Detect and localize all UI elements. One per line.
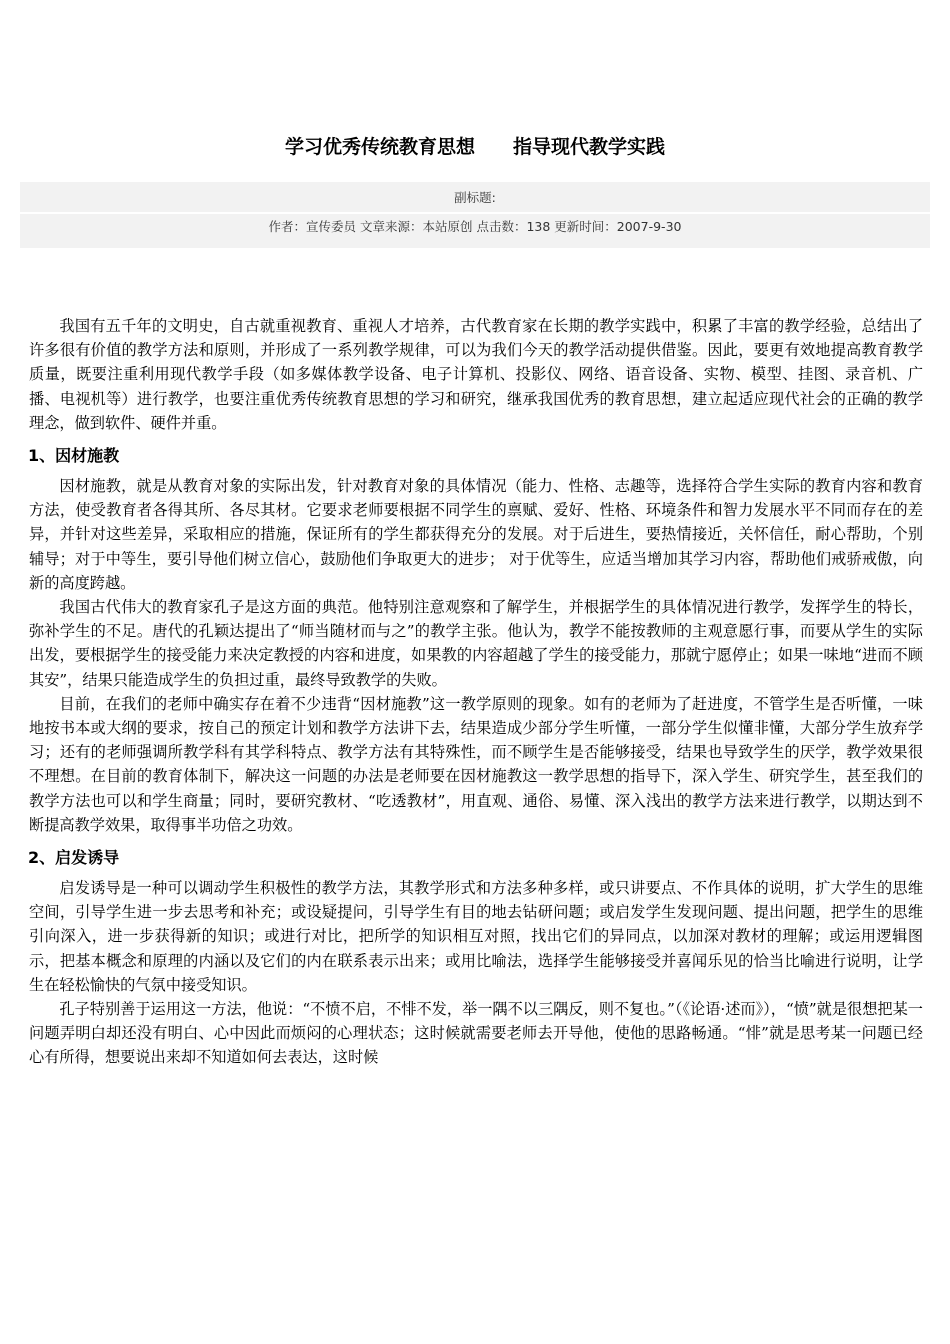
meta-line: 作者：宣传委员 文章来源：本站原创 点击数：138 更新时间：2007-9-30 <box>268 219 682 234</box>
article-meta-box <box>20 182 930 248</box>
article-title: 学习优秀传统教育思想 指导现代教学实践 <box>284 136 665 158</box>
paragraph: 因材施教，就是从教育对象的实际出发，针对教育对象的具体情况（能力、性格、志趣等，选择符合学生实际的教育内容和教育方法，使受教育者各得其所、各尽其材。它要求老师要根据不同学生的禀赋、爱好、性格、环境条件和智力发展水平不同而存在的差异，并针对这些差异，采取相应的措施，保证所有的学生都获得充分的发展。对于后进生，要热情接近，关怀信任，耐心帮助，个别辅导；对于中等生，要引导他们树立信心，鼓励他们争取更大的进步； 对于优等生，应适当增加其学习内容，帮助他们戒骄戒傲，向新的高度跨越。 <box>29 477 923 592</box>
paragraph: 我国古代伟大的教育家孔子是这方面的典范。他特别注意观察和了解学生，并根据学生的具体情况进行教学，发挥学生的特长，弥补学生的不足。唐代的孔颖达提出了“师当随材而与之”的教学主张。他认为，教学不能按教师的主观意愿行事，而要从学生的实际出发，要根据学生的接受能力来决定教授的内容和进度，如果教的内容超越了学生的接受能力，那就宁愿停止；如果一味地“进而不顾其安”，结果只能造成学生的负担过重，最终导致教学的失败。 <box>29 598 923 689</box>
article-body <box>29 314 923 1070</box>
section-heading: 1、因材施教 <box>28 446 120 466</box>
paragraph: 目前，在我们的老师中确实存在着不少违背“因材施教”这一教学原则的现象。如有的老师为了赶进度，不管学生是否听懂，一味地按书本或大纲的要求，按自己的预定计划和教学方法讲下去，结果造成少部分学生听懂，一部分学生似懂非懂，大部分学生放弃学习；还有的老师强调所教学科有其学科特点、教学方法有其特殊性，而不顾学生是否能够接受，结果也导致学生的厌学，教学效果很不理想。在目前的教育体制下，解决这一问题的办法是老师要在因材施教这一教学思想的指导下，深入学生、研究学生，甚至我们的教学方法也可以和学生商量；同时，要研究教材、“吃透教材”，用直观、通俗、易懂、深入浅出的教学方法来进行教学，以期达到不断提高教学效果，取得事半功倍之功效。 <box>29 694 923 834</box>
meta-divider <box>20 212 930 214</box>
subtitle-line: 副标题: <box>454 190 496 205</box>
paragraph: 孔子特别善于运用这一方法，他说：“不愤不启，不悱不发，举一隅不以三隅反，则不复也。”（《论语·述而》），“愤”就是很想把某一问题弄明白却还没有明白、心中因此而烦闷的心理状态；这时候就需要老师去开导他，使他的思路畅通。“悱”就是思考某一问题已经心有所得，想要说出来却不知道如何去表达，这时候 <box>29 1000 923 1067</box>
paragraph: 启发诱导是一种可以调动学生积极性的教学方法，其教学形式和方法多种多样，或只讲要点、不作具体的说明，扩大学生的思维空间，引导学生进一步去思考和补充；或设疑提问，引导学生有目的地去钻研问题；或启发学生发现问题、提出问题，把学生的思维引向深入，进一步获得新的知识；或进行对比，把所学的知识相互对照，找出它们的异同点，以加深对教材的理解；或运用逻辑图示，把基本概念和原理的内涵以及它们的内在联系表示出来；或用比喻法，选择学生能够接受并喜闻乐见的恰当比喻进行说明，让学生在轻松愉快的气氛中接受知识。 <box>29 879 923 994</box>
section-heading: 2、启发诱导 <box>28 848 120 868</box>
paragraph: 我国有五千年的文明史，自古就重视教育、重视人才培养，古代教育家在长期的教学实践中，积累了丰富的教学经验，总结出了许多很有价值的教学方法和原则，并形成了一系列教学规律，可以为我们今天的教学活动提供借鉴。因此，要更有效地提高教育教学质量，既要注重利用现代教学手段（如多媒体教学设备、电子计算机、投影仪、网络、语音设备、实物、模型、挂图、录音机、广播、电视机等）进行教学，也要注重优秀传统教育思想的学习和研究，继承我国优秀的教育思想，建立起适应现代社会的正确的教学理念，做到软件、硬件并重。 <box>29 317 923 432</box>
